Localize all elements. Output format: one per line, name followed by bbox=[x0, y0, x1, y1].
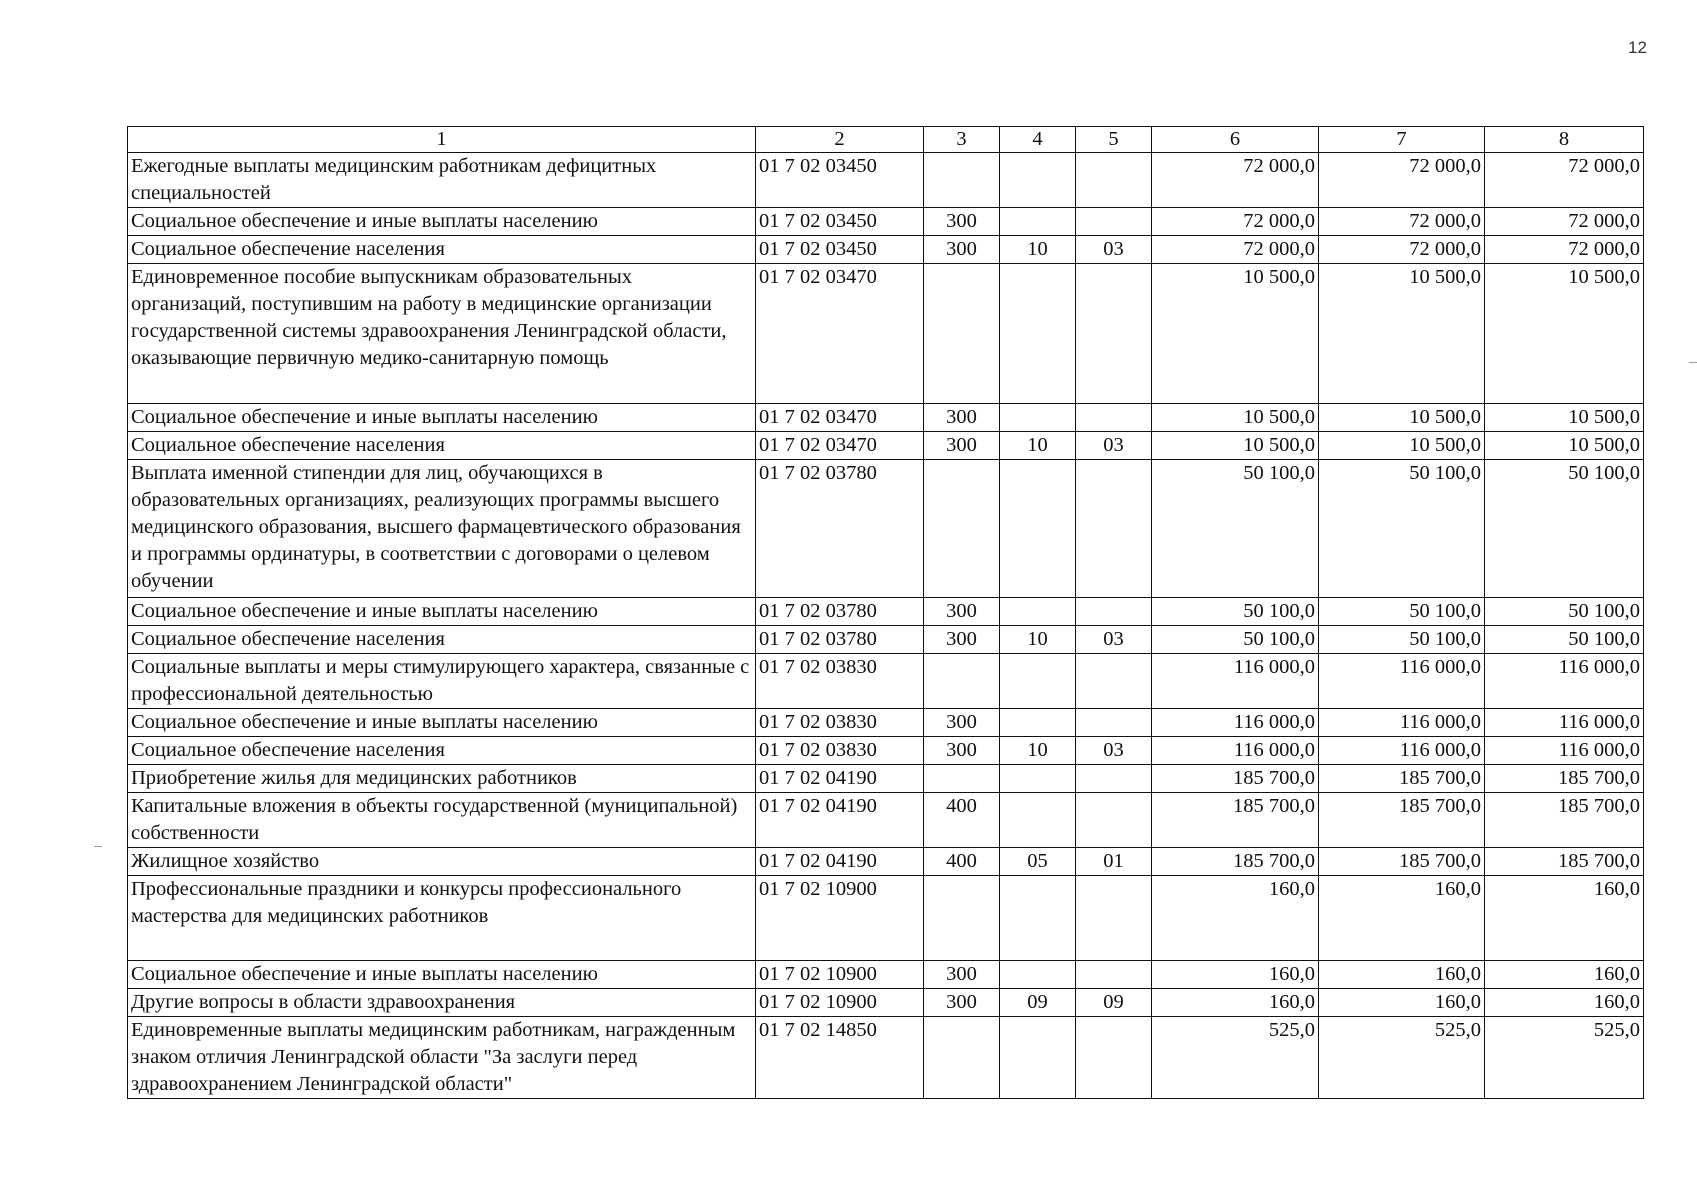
row-name: Ежегодные выплаты медицинским работникам дефицитных специальностей bbox=[128, 153, 756, 208]
column-header-6: 6 bbox=[1152, 127, 1319, 153]
target-code: 01 7 02 03780 bbox=[756, 626, 924, 654]
section-code bbox=[1000, 404, 1076, 432]
amount-col-8: 72 000,0 bbox=[1485, 153, 1644, 208]
amount-col-7: 160,0 bbox=[1319, 961, 1485, 989]
section-code bbox=[1000, 654, 1076, 709]
amount-col-6: 160,0 bbox=[1152, 876, 1319, 961]
section-code bbox=[1000, 709, 1076, 737]
row-name: Выплата именной стипендии для лиц, обучающихся в образовательных организациях, реализующих программы высшего медицинского образования, высшего фармацевтического образования и программы ординатуры, в соответствии с договорами о целевом обучении bbox=[128, 460, 756, 598]
amount-col-6: 116 000,0 bbox=[1152, 654, 1319, 709]
table-header-row bbox=[128, 127, 1644, 153]
amount-col-6: 116 000,0 bbox=[1152, 737, 1319, 765]
amount-col-7: 10 500,0 bbox=[1319, 404, 1485, 432]
subsection-code bbox=[1076, 709, 1152, 737]
row-name: Социальное обеспечение и иные выплаты населению bbox=[128, 208, 756, 236]
section-code bbox=[1000, 961, 1076, 989]
amount-col-6: 72 000,0 bbox=[1152, 236, 1319, 264]
target-code: 01 7 02 04190 bbox=[756, 848, 924, 876]
amount-col-7: 116 000,0 bbox=[1319, 654, 1485, 709]
subsection-code bbox=[1076, 264, 1152, 404]
amount-col-7: 10 500,0 bbox=[1319, 432, 1485, 460]
table-row bbox=[128, 153, 1644, 208]
amount-col-7: 72 000,0 bbox=[1319, 236, 1485, 264]
target-code: 01 7 02 04190 bbox=[756, 793, 924, 848]
amount-col-8: 185 700,0 bbox=[1485, 765, 1644, 793]
amount-col-6: 185 700,0 bbox=[1152, 793, 1319, 848]
target-code: 01 7 02 10900 bbox=[756, 989, 924, 1017]
subsection-code: 03 bbox=[1076, 626, 1152, 654]
amount-col-7: 50 100,0 bbox=[1319, 598, 1485, 626]
expense-type: 300 bbox=[924, 626, 1000, 654]
target-code: 01 7 02 14850 bbox=[756, 1017, 924, 1099]
amount-col-6: 72 000,0 bbox=[1152, 208, 1319, 236]
section-code bbox=[1000, 208, 1076, 236]
table-row bbox=[128, 793, 1644, 848]
amount-col-7: 72 000,0 bbox=[1319, 208, 1485, 236]
subsection-code: 09 bbox=[1076, 989, 1152, 1017]
target-code: 01 7 02 03470 bbox=[756, 264, 924, 404]
amount-col-7: 160,0 bbox=[1319, 989, 1485, 1017]
subsection-code: 03 bbox=[1076, 432, 1152, 460]
target-code: 01 7 02 03470 bbox=[756, 432, 924, 460]
expense-type: 400 bbox=[924, 848, 1000, 876]
target-code: 01 7 02 03830 bbox=[756, 709, 924, 737]
target-code: 01 7 02 03450 bbox=[756, 208, 924, 236]
section-code: 05 bbox=[1000, 848, 1076, 876]
amount-col-7: 72 000,0 bbox=[1319, 153, 1485, 208]
amount-col-6: 72 000,0 bbox=[1152, 153, 1319, 208]
amount-col-8: 116 000,0 bbox=[1485, 654, 1644, 709]
table-row bbox=[128, 654, 1644, 709]
table-row bbox=[128, 264, 1644, 404]
amount-col-8: 10 500,0 bbox=[1485, 404, 1644, 432]
section-code bbox=[1000, 264, 1076, 404]
amount-col-6: 10 500,0 bbox=[1152, 404, 1319, 432]
budget-table bbox=[127, 126, 1644, 1099]
amount-col-7: 185 700,0 bbox=[1319, 793, 1485, 848]
row-name: Другие вопросы в области здравоохранения bbox=[128, 989, 756, 1017]
amount-col-6: 50 100,0 bbox=[1152, 626, 1319, 654]
amount-col-8: 160,0 bbox=[1485, 989, 1644, 1017]
amount-col-6: 185 700,0 bbox=[1152, 765, 1319, 793]
row-name: Социальное обеспечение и иные выплаты населению bbox=[128, 961, 756, 989]
row-name: Социальное обеспечение и иные выплаты населению bbox=[128, 404, 756, 432]
amount-col-7: 525,0 bbox=[1319, 1017, 1485, 1099]
amount-col-8: 10 500,0 bbox=[1485, 264, 1644, 404]
subsection-code: 01 bbox=[1076, 848, 1152, 876]
row-name: Приобретение жилья для медицинских работников bbox=[128, 765, 756, 793]
expense-type bbox=[924, 264, 1000, 404]
amount-col-6: 525,0 bbox=[1152, 1017, 1319, 1099]
expense-type: 300 bbox=[924, 236, 1000, 264]
section-code bbox=[1000, 460, 1076, 598]
column-header-7: 7 bbox=[1319, 127, 1485, 153]
expense-type bbox=[924, 876, 1000, 961]
section-code bbox=[1000, 1017, 1076, 1099]
expense-type: 300 bbox=[924, 737, 1000, 765]
row-name: Капитальные вложения в объекты государственной (муниципальной) собственности bbox=[128, 793, 756, 848]
target-code: 01 7 02 10900 bbox=[756, 876, 924, 961]
amount-col-7: 185 700,0 bbox=[1319, 765, 1485, 793]
expense-type bbox=[924, 654, 1000, 709]
amount-col-7: 10 500,0 bbox=[1319, 264, 1485, 404]
section-code: 09 bbox=[1000, 989, 1076, 1017]
table-row bbox=[128, 848, 1644, 876]
subsection-code bbox=[1076, 460, 1152, 598]
section-code bbox=[1000, 876, 1076, 961]
expense-type: 300 bbox=[924, 989, 1000, 1017]
row-name: Единовременное пособие выпускникам образовательных организаций, поступившим на работу в медицинские организации государственной системы здравоохранения Ленинградской области, оказывающие первичную медико-санитарную помощь bbox=[128, 264, 756, 404]
expense-type: 300 bbox=[924, 961, 1000, 989]
amount-col-6: 10 500,0 bbox=[1152, 264, 1319, 404]
target-code: 01 7 02 04190 bbox=[756, 765, 924, 793]
row-name: Социальное обеспечение населения bbox=[128, 737, 756, 765]
amount-col-8: 116 000,0 bbox=[1485, 709, 1644, 737]
table-row bbox=[128, 236, 1644, 264]
subsection-code: 03 bbox=[1076, 737, 1152, 765]
column-header-2: 2 bbox=[756, 127, 924, 153]
table-row bbox=[128, 404, 1644, 432]
amount-col-8: 185 700,0 bbox=[1485, 793, 1644, 848]
amount-col-6: 160,0 bbox=[1152, 961, 1319, 989]
column-header-5: 5 bbox=[1076, 127, 1152, 153]
subsection-code bbox=[1076, 598, 1152, 626]
row-name: Социальное обеспечение и иные выплаты населению bbox=[128, 709, 756, 737]
section-code bbox=[1000, 598, 1076, 626]
amount-col-8: 72 000,0 bbox=[1485, 236, 1644, 264]
expense-type bbox=[924, 153, 1000, 208]
amount-col-8: 160,0 bbox=[1485, 876, 1644, 961]
table-row bbox=[128, 989, 1644, 1017]
subsection-code bbox=[1076, 153, 1152, 208]
row-name: Социальное обеспечение населения bbox=[128, 626, 756, 654]
section-code: 10 bbox=[1000, 626, 1076, 654]
section-code bbox=[1000, 765, 1076, 793]
page-number: 12 bbox=[1628, 38, 1647, 57]
subsection-code bbox=[1076, 1017, 1152, 1099]
section-code bbox=[1000, 153, 1076, 208]
amount-col-6: 160,0 bbox=[1152, 989, 1319, 1017]
amount-col-7: 160,0 bbox=[1319, 876, 1485, 961]
section-code: 10 bbox=[1000, 432, 1076, 460]
expense-type: 300 bbox=[924, 709, 1000, 737]
expense-type: 300 bbox=[924, 208, 1000, 236]
amount-col-8: 116 000,0 bbox=[1485, 737, 1644, 765]
amount-col-7: 50 100,0 bbox=[1319, 626, 1485, 654]
table-row bbox=[128, 876, 1644, 961]
table-row bbox=[128, 208, 1644, 236]
target-code: 01 7 02 03450 bbox=[756, 153, 924, 208]
row-name: Жилищное хозяйство bbox=[128, 848, 756, 876]
amount-col-8: 160,0 bbox=[1485, 961, 1644, 989]
expense-type bbox=[924, 765, 1000, 793]
table-row bbox=[128, 460, 1644, 598]
table-row bbox=[128, 626, 1644, 654]
expense-type: 300 bbox=[924, 598, 1000, 626]
table-row bbox=[128, 1017, 1644, 1099]
section-code: 10 bbox=[1000, 737, 1076, 765]
amount-col-6: 185 700,0 bbox=[1152, 848, 1319, 876]
column-header-3: 3 bbox=[924, 127, 1000, 153]
column-header-4: 4 bbox=[1000, 127, 1076, 153]
table-row bbox=[128, 598, 1644, 626]
row-name: Социальные выплаты и меры стимулирующего характера, связанные с профессиональной деятельностью bbox=[128, 654, 756, 709]
column-header-8: 8 bbox=[1485, 127, 1644, 153]
subsection-code bbox=[1076, 404, 1152, 432]
row-name: Социальное обеспечение населения bbox=[128, 236, 756, 264]
expense-type bbox=[924, 1017, 1000, 1099]
row-name: Единовременные выплаты медицинским работникам, награжденным знаком отличия Ленинградской области "За заслуги перед здравоохранением Ленинградской области" bbox=[128, 1017, 756, 1099]
table-row bbox=[128, 961, 1644, 989]
amount-col-7: 50 100,0 bbox=[1319, 460, 1485, 598]
amount-col-8: 50 100,0 bbox=[1485, 598, 1644, 626]
row-name: Профессиональные праздники и конкурсы профессионального мастерства для медицинских работников bbox=[128, 876, 756, 961]
table-row bbox=[128, 432, 1644, 460]
section-code: 10 bbox=[1000, 236, 1076, 264]
target-code: 01 7 02 03450 bbox=[756, 236, 924, 264]
target-code: 01 7 02 03830 bbox=[756, 654, 924, 709]
target-code: 01 7 02 03470 bbox=[756, 404, 924, 432]
table-row bbox=[128, 709, 1644, 737]
subsection-code bbox=[1076, 876, 1152, 961]
amount-col-8: 50 100,0 bbox=[1485, 626, 1644, 654]
target-code: 01 7 02 03780 bbox=[756, 460, 924, 598]
amount-col-8: 185 700,0 bbox=[1485, 848, 1644, 876]
subsection-code bbox=[1076, 654, 1152, 709]
section-code bbox=[1000, 793, 1076, 848]
target-code: 01 7 02 03830 bbox=[756, 737, 924, 765]
expense-type: 400 bbox=[924, 793, 1000, 848]
subsection-code bbox=[1076, 208, 1152, 236]
amount-col-6: 50 100,0 bbox=[1152, 598, 1319, 626]
expense-type: 300 bbox=[924, 404, 1000, 432]
expense-type bbox=[924, 460, 1000, 598]
target-code: 01 7 02 03780 bbox=[756, 598, 924, 626]
row-name: Социальное обеспечение населения bbox=[128, 432, 756, 460]
table-row bbox=[128, 737, 1644, 765]
amount-col-8: 10 500,0 bbox=[1485, 432, 1644, 460]
column-header-1: 1 bbox=[128, 127, 756, 153]
expense-type: 300 bbox=[924, 432, 1000, 460]
target-code: 01 7 02 10900 bbox=[756, 961, 924, 989]
subsection-code: 03 bbox=[1076, 236, 1152, 264]
row-name: Социальное обеспечение и иные выплаты населению bbox=[128, 598, 756, 626]
amount-col-7: 116 000,0 bbox=[1319, 737, 1485, 765]
amount-col-8: 525,0 bbox=[1485, 1017, 1644, 1099]
amount-col-7: 185 700,0 bbox=[1319, 848, 1485, 876]
amount-col-6: 50 100,0 bbox=[1152, 460, 1319, 598]
subsection-code bbox=[1076, 793, 1152, 848]
subsection-code bbox=[1076, 961, 1152, 989]
amount-col-6: 10 500,0 bbox=[1152, 432, 1319, 460]
amount-col-8: 72 000,0 bbox=[1485, 208, 1644, 236]
amount-col-8: 50 100,0 bbox=[1485, 460, 1644, 598]
table-row bbox=[128, 765, 1644, 793]
amount-col-7: 116 000,0 bbox=[1319, 709, 1485, 737]
amount-col-6: 116 000,0 bbox=[1152, 709, 1319, 737]
subsection-code bbox=[1076, 765, 1152, 793]
